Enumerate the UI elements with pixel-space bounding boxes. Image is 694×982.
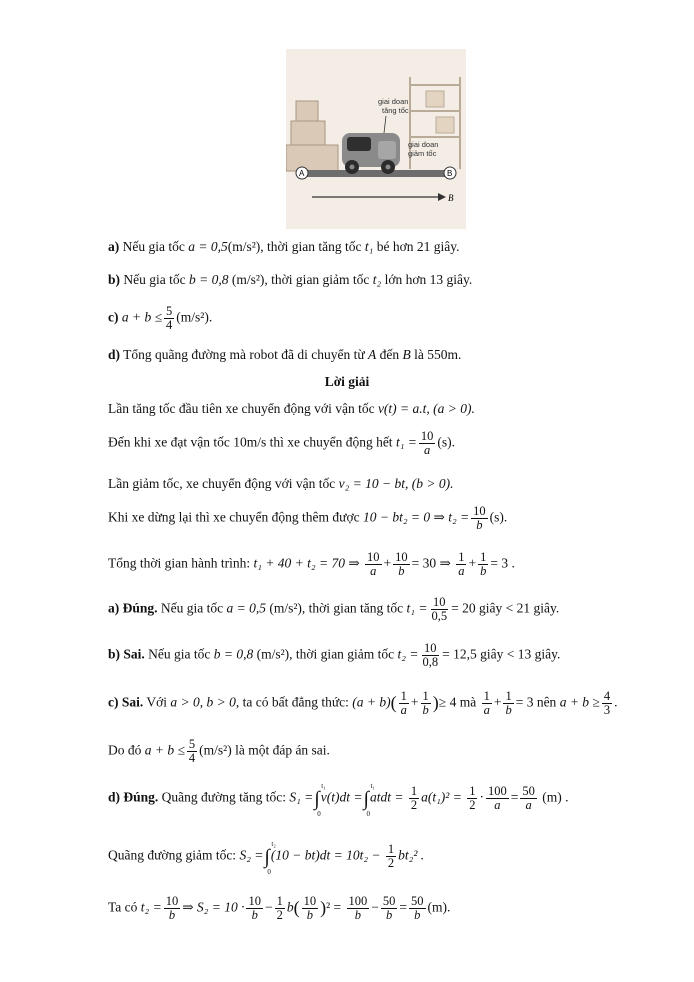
shelf-box-top [426, 91, 444, 107]
label-decel-1: giai doan [408, 140, 439, 149]
solution-line-5: Tổng thời gian hành trình: t₁ + 40 + t₂ = 70 ⇒ $\frac{10}{a}$ + $\frac{10}{b}$ = 30 ⇒ $\frac{1}{a}$ + $\frac{1}{b}$ = 3 . [108, 550, 515, 579]
ground-track [302, 170, 454, 177]
label-decel-2: giảm tốc [408, 149, 437, 158]
label-accel-1: giai doan [378, 97, 409, 106]
solution-line-3: Lần giảm tốc, xe chuyển động với vận tốc v₂ = 10 − bt, (b > 0). [108, 476, 454, 491]
statement-b: b) Nếu gia tốc b = 0,8 (m/s²), thời gian giảm tốc t₂ lớn hơn 13 giây. [108, 272, 473, 287]
point-b: B [447, 169, 453, 178]
statement-d: d) Tổng quãng đường mà robot đã di chuyển từ A đến B là 550m. [108, 347, 462, 362]
box-middle [291, 121, 325, 145]
solution-d-2: Quãng đường giảm tốc: S₂ =∫ t₂ 0 (10 − bt)dt = 10t₂ − $\frac{1}{2}$ bt₂² . [108, 839, 425, 876]
solution-d-3: Ta có t₂ = $\frac{10}{b}$ ⇒ S₂ = 10 · $\frac{10}{b}$ − $\frac{1}{2}$ b( $\frac{10}{b}$ )² = $\frac{100}{b}$ − $\frac{50}{b}$ = $\frac{50}{b}$ (m). [108, 894, 451, 923]
point-a: A [299, 169, 305, 178]
solution-title: Lời giải [324, 374, 370, 389]
label-accel-2: tăng tốc [382, 106, 409, 115]
solution-line-4: Khi xe dừng lại thì xe chuyển động thêm được 10 − bt₂ = 0 ⇒ t₂ = $\frac{10}{b}$ (s). [108, 504, 508, 533]
robot-illustration [286, 49, 466, 229]
box-bottom [286, 145, 338, 171]
statement-a: a) Nếu gia tốc a = 0,5(m/s²), thời gian tăng tốc t₁ bé hơn 21 giây. [108, 239, 460, 254]
solution-c-conclusion: Do đó a + b ≤ $\frac{5}{4}$ (m/s²) là một đáp án sai. [108, 737, 330, 766]
solution-line-1: Lần tăng tốc đầu tiên xe chuyển động với vận tốc v(t) = a.t, (a > 0). [108, 401, 475, 416]
solution-a: a) Đúng. Nếu gia tốc a = 0,5 (m/s²), thời gian tăng tốc t₁ = $\frac{10}{0,5}$ = 20 giây < 21 giây. [108, 595, 560, 624]
arrow-label: B [448, 193, 454, 203]
solution-line-2: Đến khi xe đạt vận tốc 10m/s thì xe chuyển động hết t₁ = $\frac{10}{a}$ (s). [108, 429, 455, 458]
solution-c: c) Sai. Với a > 0, b > 0, ta có bất đẳng thức: (a + b)( $\frac{1}{a}$ + $\frac{1}{b}$ )≥ 4 mà $\frac{1}{a}$ + $\frac{1}{b}$ = 3 nên a + b ≥ $\frac{4}{3}$ . [108, 689, 618, 718]
solution-b: b) Sai. Nếu gia tốc b = 0,8 (m/s²), thời gian giảm tốc t₂ = $\frac{10}{0,8}$ = 12,5 giây < 13 giây. [108, 641, 561, 670]
box-top [296, 101, 318, 121]
statement-c: c) a + b ≤ $\frac{5}{4}$ (m/s²). [108, 304, 213, 333]
shelf-box-mid [436, 117, 454, 133]
solution-d: d) Đúng. Quãng đường tăng tốc: S₁ =∫ t₁ 0 v(t)dt =∫ t₁ 0 atdt = $\frac{1}{2}$ a(t₁)² = $\frac{1}{2}$ · $\frac{100}{a}$ = $\frac{50}{a}$ (m) . [108, 781, 569, 818]
